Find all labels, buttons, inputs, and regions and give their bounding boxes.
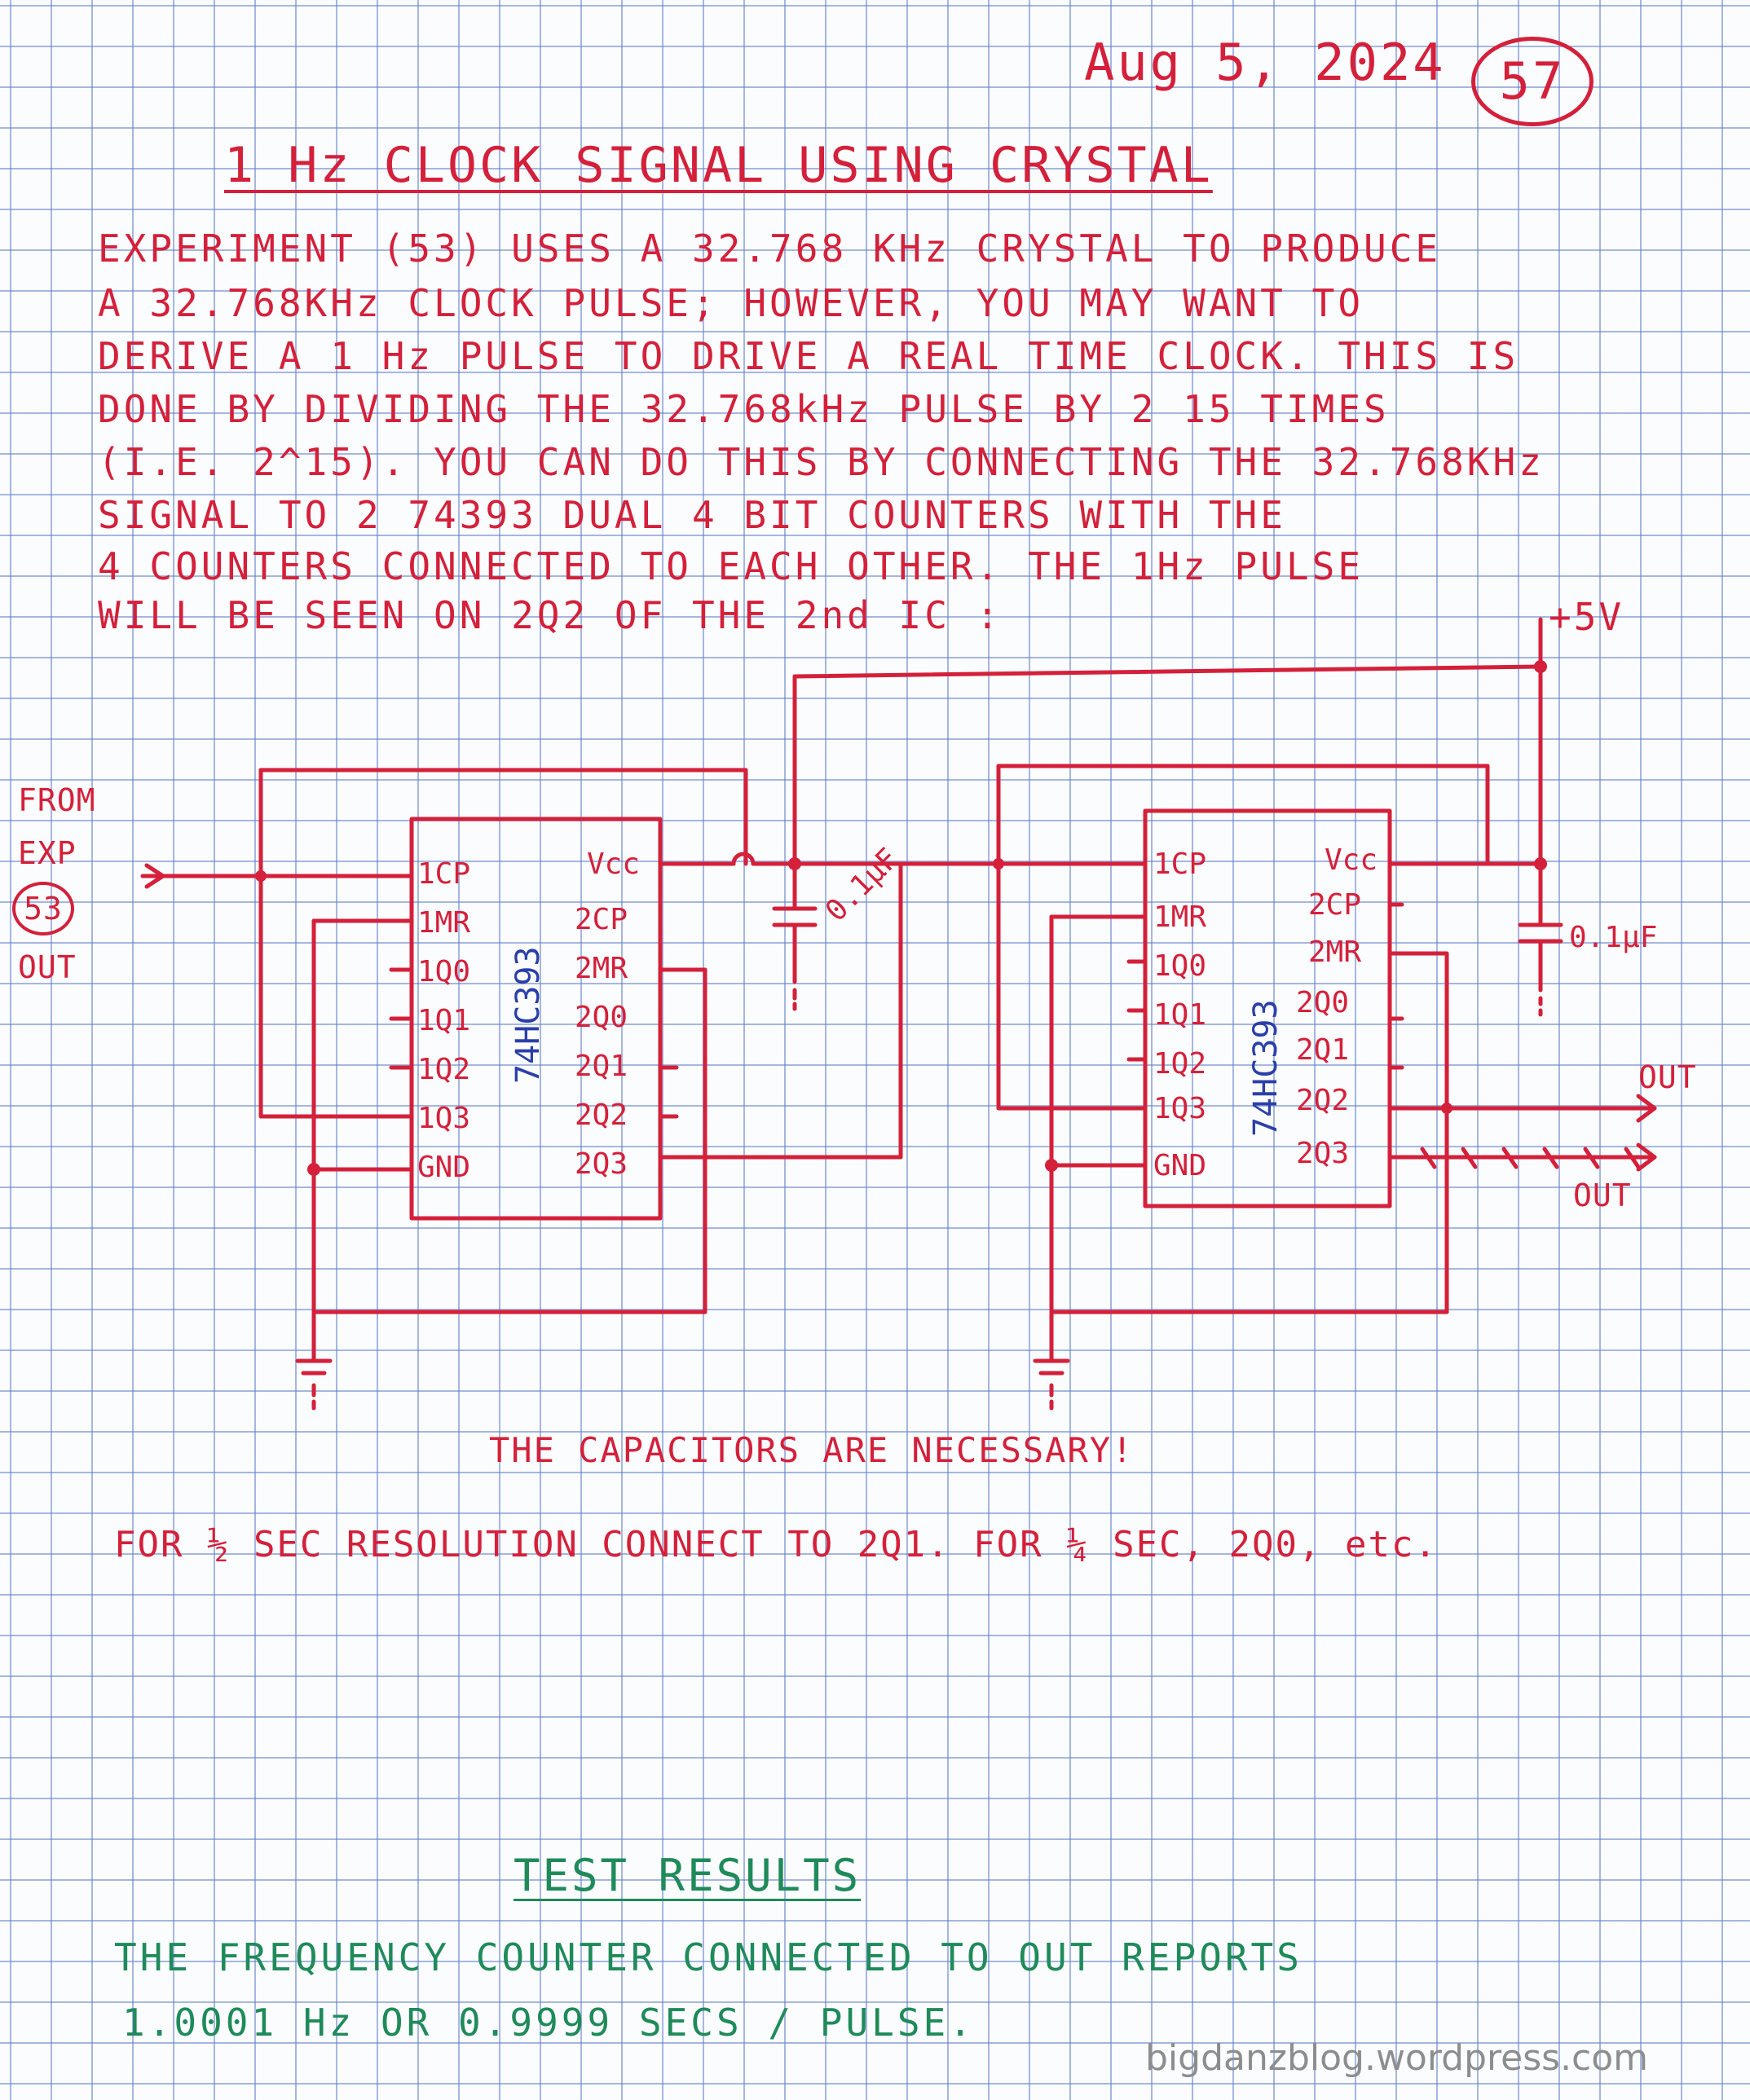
ic1-pin-1cp: 1CP <box>417 857 471 891</box>
ic1-pin-2q0: 2Q0 <box>575 1001 628 1034</box>
ic2-pin-gnd: GND <box>1153 1149 1207 1182</box>
test-results-line-1: THE FREQUENCY COUNTER CONNECTED TO OUT REPORTS <box>114 1935 1303 1979</box>
description-line-6: SIGNAL TO 2 74393 DUAL 4 BIT COUNTERS WITH THE <box>98 493 1286 537</box>
ic2-pin-1q1: 1Q1 <box>1153 998 1207 1032</box>
output-label-2q3: OUT <box>1573 1178 1632 1213</box>
description-line-7: 4 COUNTERS CONNECTED TO EACH OTHER. THE 1Hz PULSE <box>98 544 1364 588</box>
resolution-note: FOR ½ SEC RESOLUTION CONNECT TO 2Q1. FOR ¼ SEC, 2Q0, etc. <box>114 1524 1438 1565</box>
ic2-pin-vcc: Vcc <box>1325 843 1378 877</box>
input-label-exp-number: 53 <box>12 882 74 936</box>
ic1-pin-2cp: 2CP <box>575 903 628 936</box>
description-line-3: DERIVE A 1 Hz PULSE TO DRIVE A REAL TIME CLOCK. THIS IS <box>98 334 1519 378</box>
description-line-8: WILL BE SEEN ON 2Q2 OF THE 2nd IC : <box>98 593 1003 637</box>
test-results-line-2: 1.0001 Hz OR 0.9999 SECS / PULSE. <box>122 2001 975 2045</box>
capacitor-note: THE CAPACITORS ARE NECESSARY! <box>489 1430 1135 1470</box>
ic1-pin-1q0: 1Q0 <box>417 955 471 988</box>
ic2-part-number: 74HC393 <box>1247 999 1285 1137</box>
ic2-pin-2q0: 2Q0 <box>1296 986 1350 1019</box>
input-label-out: OUT <box>18 949 77 985</box>
ic1-pin-1q2: 1Q2 <box>417 1053 471 1086</box>
description-line-1: EXPERIMENT (53) USES A 32.768 KHz CRYSTAL TO PRODUCE <box>98 227 1442 271</box>
test-results-heading: TEST RESULTS <box>514 1850 862 1901</box>
page-number: 57 <box>1471 37 1594 126</box>
page-title: 1 Hz CLOCK SIGNAL USING CRYSTAL <box>224 137 1213 194</box>
ic1-pin-1q1: 1Q1 <box>417 1004 471 1037</box>
ic1-pin-2q3: 2Q3 <box>575 1147 628 1181</box>
ic1-pin-1q3: 1Q3 <box>417 1102 471 1135</box>
date: Aug 5, 2024 <box>1084 33 1446 92</box>
supply-label: +5V <box>1549 595 1624 639</box>
capacitor-1-label: 0.1μF <box>819 842 906 928</box>
ic1-pin-2q2: 2Q2 <box>575 1098 628 1132</box>
ic2-pin-1cp: 1CP <box>1153 847 1207 881</box>
ic2-pin-2q2: 2Q2 <box>1296 1084 1350 1117</box>
description-line-2: A 32.768KHz CLOCK PULSE; HOWEVER, YOU MAY WANT TO <box>98 281 1364 325</box>
description-line-5: (I.E. 2^15). YOU CAN DO THIS BY CONNECTING THE 32.768KHz <box>98 440 1545 484</box>
ic1-pin-vcc: Vcc <box>587 847 641 881</box>
ic1-pin-2q1: 2Q1 <box>575 1050 628 1083</box>
ic2-pin-2q3: 2Q3 <box>1296 1137 1350 1170</box>
input-label-from: FROM <box>18 782 96 818</box>
ic1-pin-2mr: 2MR <box>575 952 628 985</box>
ic1-pin-1mr: 1MR <box>417 906 471 940</box>
capacitor-2-label: 0.1μF <box>1569 921 1658 954</box>
output-label-2q2: OUT <box>1638 1059 1697 1095</box>
ic2-pin-2cp: 2CP <box>1308 888 1362 922</box>
input-label-exp: EXP <box>18 835 77 871</box>
ic2-pin-2q1: 2Q1 <box>1296 1033 1350 1067</box>
ic2-pin-1q0: 1Q0 <box>1153 949 1207 983</box>
ic1-pin-gnd: GND <box>417 1151 471 1184</box>
ic2-pin-1q2: 1Q2 <box>1153 1047 1207 1081</box>
ic2-pin-1mr: 1MR <box>1153 900 1207 934</box>
ic1-part-number: 74HC393 <box>509 946 547 1084</box>
description-line-4: DONE BY DIVIDING THE 32.768kHz PULSE BY 2 15 TIMES <box>98 387 1390 431</box>
watermark: bigdanzblog.wordpress.com <box>1145 2037 1649 2079</box>
ic2-pin-1q3: 1Q3 <box>1153 1092 1207 1125</box>
ic2-pin-2mr: 2MR <box>1308 936 1362 969</box>
